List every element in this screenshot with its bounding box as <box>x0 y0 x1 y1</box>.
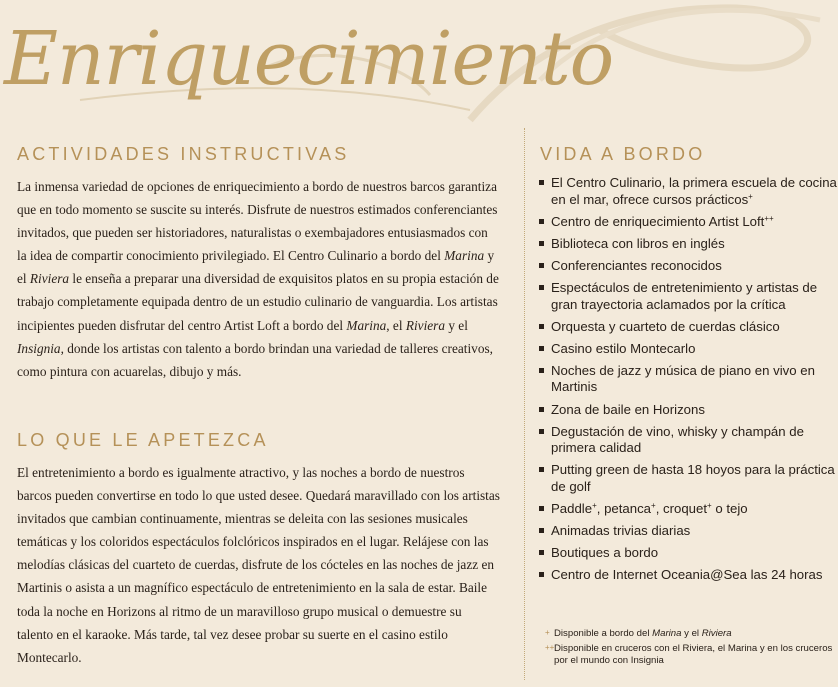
paragraph-apetezca: El entretenimiento a bordo es igualmente atractivo, y las noches a bordo de nuestros barcos pueden convertirse en todo lo que usted desee. Quedará maravillado con los artistas invitados que cambian continuamente, mientras se deleita con las sesiones musicales temáticas y los coloridos espectáculos folclóricos inspirados en el lugar. Relájese con las melodías clásicas del cuarteto de cuerdas, disfrute de los cócteles en las noches de jazz en Martinis o asista a un magnífico espectáculo de entretenimiento en la sala de estar. Baile toda la noche en Horizons al ritmo de un maravilloso grupo musical o demuestre su talento en el karaoke. Más tarde, tal vez desee probar su suerte en el casino estilo Montecarlo. <box>17 465 500 665</box>
section-heading-actividades: ACTIVIDADES INSTRUCTIVAS <box>17 144 350 164</box>
footnote: ++ Disponible en cruceros con el Riviera, el Marina y en los cruceros por el mundo con Insignia <box>545 643 833 666</box>
list-item: El Centro Culinario, la primera escuela de cocina en el mar, ofrece cursos prácticos+ <box>538 175 838 208</box>
list-item: Orquesta y cuarteto de cuerdas clásico <box>538 319 838 336</box>
section-heading-apetezca: LO QUE LE APETEZCA <box>17 430 269 450</box>
list-item: Zona de baile en Horizons <box>538 402 838 419</box>
list-item: Centro de Internet Oceania@Sea las 24 horas <box>538 567 838 584</box>
paragraph-actividades: La inmensa variedad de opciones de enriquecimiento a bordo de nuestros barcos garantiza que en todo momento se suscite su interés. Disfrute de nuestros estimados conferenciantes invitados, que pueden ser historiadores, naturalistas o exembajadores entusiasmados con la idea de compartir conocimiento privilegiado. El Centro Culinario a bordo del Marina y el Riviera le enseña a preparar una diversidad de exquisitos platos en su propia estación de trabajo completamente equipada dentro de un estudio culinario de vanguardia. Los artistas incipientes pueden disfrutar del centro Artist Loft a bordo del Marina, el Riviera y el Insignia, donde los artistas con talento a bordo brindan una variedad de talleres creativos, como pintura con acuarelas, dibujo y más. <box>17 179 499 379</box>
list-item: Noches de jazz y música de piano en vivo en Martinis <box>538 363 838 396</box>
footnote: + Disponible a bordo del Marina y el Riviera <box>545 628 732 639</box>
list-item: Casino estilo Montecarlo <box>538 341 838 358</box>
footnotes <box>545 628 835 670</box>
section-heading-vida-a-bordo: VIDA A BORDO <box>540 144 706 164</box>
list-item: Boutiques a bordo <box>538 545 838 562</box>
list-item: Putting green de hasta 18 hoyos para la práctica de golf <box>538 462 838 495</box>
list-item: Biblioteca con libros en inglés <box>538 236 838 253</box>
amenities-list <box>538 175 838 589</box>
list-item: Centro de enriquecimiento Artist Loft++ <box>538 214 838 231</box>
list-item: Conferenciantes reconocidos <box>538 258 838 275</box>
list-item: Degustación de vino, whisky y champán de primera calidad <box>538 424 838 457</box>
list-item: Espectáculos de entretenimiento y artistas de gran trayectoria aclamados por la crítica <box>538 280 838 313</box>
list-item: Animadas trivias diarias <box>538 523 838 540</box>
list-item: Paddle+, petanca+, croquet+ o tejo <box>538 501 838 518</box>
column-divider <box>524 128 525 680</box>
page-title: Enriquecimiento <box>4 16 614 102</box>
